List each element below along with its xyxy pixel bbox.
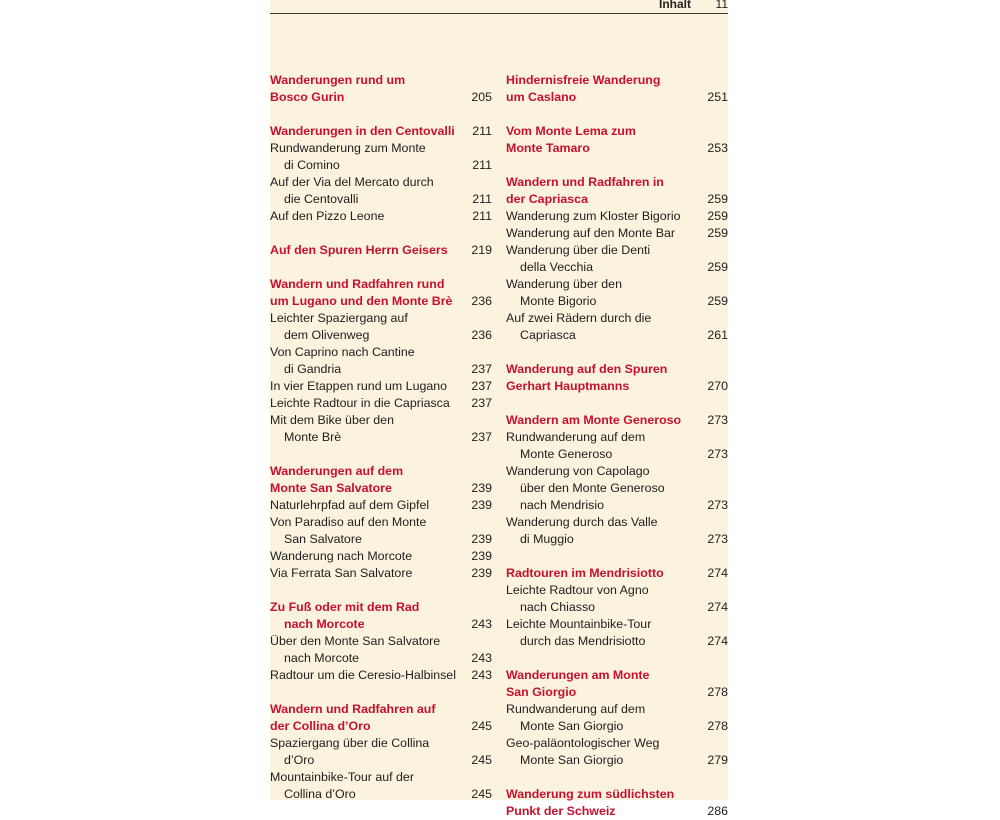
toc-entry-title: Wanderung nach Morcote [270,549,413,563]
toc-entry-title: Rundwanderung auf dem [506,430,646,444]
toc-entry [270,157,492,174]
toc-page-number: 211 [472,124,492,138]
toc-entry-title: di Muggio [520,532,574,546]
toc-entry-title: Wanderung auf den Monte Bar [506,226,675,240]
toc-page-number: 270 [707,379,728,393]
toc-entry-title: Via Ferrata San Salvatore [270,566,413,580]
toc-entry-title: Leichte Radtour in die Capriasca [270,396,450,410]
toc-page-number: 251 [707,90,728,104]
toc-entry-title: Wanderungen rund um [270,73,406,87]
toc-page-number: 243 [471,651,492,665]
toc-entry-title: um Lugano und den Monte Brè [270,294,453,308]
toc-entry-title: Collina d’Oro [284,787,356,801]
toc-entry-title: Mit dem Bike über den [270,413,394,427]
toc-entry-title: Auf den Spuren Herrn Geisers [270,243,448,257]
toc-entry [506,735,728,752]
header-title: Inhalt [659,0,691,11]
spacer [270,55,492,72]
toc-entry [270,497,492,514]
toc-entry [506,514,728,531]
toc-entry [270,548,492,565]
toc-page-number: 237 [471,430,492,444]
toc-entry [270,327,492,344]
toc-entry-title: Monte San Giorgio [520,719,624,733]
toc-entry-title: der Capriasca [506,192,588,206]
toc-page-number: 259 [707,226,728,240]
toc-entry-title: Von Caprino nach Cantine [270,345,415,359]
toc-page-number: 273 [707,447,728,461]
toc-section-heading [506,361,728,378]
toc-entry [270,361,492,378]
toc-section-heading [506,89,728,106]
toc-entry-title: Hindernisfreie Wanderung [506,73,661,87]
toc-page-number: 239 [471,532,492,546]
toc-entry-title: Auf den Pizzo Leone [270,209,385,223]
toc-entry [506,463,728,480]
toc-entry-title: Gerhart Hauptmanns [506,379,630,393]
toc-section-heading [506,803,728,820]
toc-page-number: 211 [472,209,492,223]
toc-entry [270,208,492,225]
toc-entry [270,633,492,650]
toc-entry [270,412,492,429]
toc-entry [506,480,728,497]
toc-section-heading [270,276,492,293]
toc-entry-title: Wanderung auf den Spuren [506,362,668,376]
toc-entry-title: Wanderungen am Monte [506,668,650,682]
toc-right-column [506,55,728,820]
toc-page-number: 205 [471,90,492,104]
toc-entry [270,344,492,361]
toc-entry [270,752,492,769]
toc-entry-title: nach Chiasso [520,600,596,614]
spacer [506,55,728,72]
toc-left-column [270,55,492,803]
toc-entry [506,242,728,259]
toc-entry-title: Wanderung über den [506,277,622,291]
toc-entry [506,497,728,514]
toc-section-heading [270,242,492,259]
toc-page-number: 243 [471,617,492,631]
toc-page-number: 274 [707,566,728,580]
toc-entry-title: Radtouren im Mendrisiotto [506,566,664,580]
toc-entry-title: Bosco Gurin [270,90,345,104]
toc-section-heading [270,123,492,140]
toc-entry-title: Monte San Giorgio [520,753,624,767]
toc-page-number: 261 [707,328,728,342]
toc-page-number: 211 [472,158,492,172]
running-header [270,0,728,14]
toc-entry [270,191,492,208]
toc-page-number: 274 [707,634,728,648]
toc-entry [506,446,728,463]
header-page-number: 11 [715,0,728,11]
toc-entry-title: San Salvatore [284,532,362,546]
toc-page-number: 279 [707,753,728,767]
toc-section-heading [270,599,492,616]
toc-entry-title: Von Paradiso auf den Monte [270,515,427,529]
toc-entry-title: Monte Tamaro [506,141,590,155]
toc-page-number: 259 [707,260,728,274]
toc-page-number: 236 [471,294,492,308]
toc-entry-title: Wandern und Radfahren auf [270,702,436,716]
toc-page-number: 239 [471,549,492,563]
toc-page-number: 237 [471,362,492,376]
toc-section-heading [270,701,492,718]
toc-entry [506,276,728,293]
toc-entry-title: Monte Generoso [520,447,613,461]
toc-entry-title: Leichter Spaziergang auf [270,311,408,325]
toc-entry [270,395,492,412]
toc-page-number: 245 [471,787,492,801]
toc-entry-title: Mountainbike-Tour auf der [270,770,414,784]
toc-section-heading [270,463,492,480]
toc-section-heading [506,174,728,191]
toc-entry-title: di Gandria [284,362,342,376]
toc-entry [270,174,492,191]
toc-section-heading [506,565,728,582]
toc-page-number: 274 [707,600,728,614]
toc-entry [506,327,728,344]
toc-entry-title: Wanderung von Capolago [506,464,650,478]
toc-entry-title: Leichte Mountainbike-Tour [506,617,652,631]
toc-entry-title: Leichte Radtour von Agno [506,583,649,597]
toc-entry [270,531,492,548]
toc-section-heading [270,72,492,89]
spacer [506,157,728,174]
toc-entry [506,531,728,548]
toc-page-number: 259 [707,294,728,308]
book-page [270,0,728,818]
toc-entry [270,378,492,395]
toc-page-number: 278 [707,719,728,733]
toc-entry-title: San Giorgio [506,685,577,699]
spacer [270,684,492,701]
toc-entry-title: Vom Monte Lema zum [506,124,636,138]
toc-page-number: 253 [707,141,728,155]
spacer [270,259,492,276]
toc-page-number: 259 [707,192,728,206]
spacer [506,650,728,667]
toc-entry [270,140,492,157]
toc-entry-title: della Vecchia [520,260,594,274]
toc-entry-title: durch das Mendrisiotto [520,634,646,648]
toc-page-number: 273 [707,532,728,546]
toc-entry [270,735,492,752]
toc-entry [270,786,492,803]
toc-page-number: 239 [471,498,492,512]
toc-entry-title: dem Olivenweg [284,328,370,342]
toc-entry-title: Naturlehrpfad auf dem Gipfel [270,498,430,512]
toc-entry [506,293,728,310]
toc-entry [270,310,492,327]
toc-entry-title: di Comino [284,158,340,172]
toc-section-heading [270,718,492,735]
toc-entry-title: Rundwanderung zum Monte [270,141,426,155]
toc-entry [506,633,728,650]
spacer [506,106,728,123]
toc-page-number: 239 [471,481,492,495]
toc-section-heading [506,72,728,89]
toc-page-number: 245 [471,719,492,733]
toc-entry [506,582,728,599]
toc-entry [506,429,728,446]
spacer [506,395,728,412]
toc-entry [270,769,492,786]
spacer [506,344,728,361]
toc-page-number: 219 [471,243,492,257]
spacer [270,106,492,123]
toc-page-number: 243 [471,668,492,682]
toc-page-number: 236 [471,328,492,342]
toc-page-number: 278 [707,685,728,699]
toc-entry-title: Wanderungen in den Centovalli [270,124,455,138]
toc-section-heading [270,89,492,106]
toc-entry-title: Wanderung zum südlichsten [506,787,675,801]
toc-entry [506,701,728,718]
toc-entry-title: Rundwanderung auf dem [506,702,646,716]
toc-entry-title: über den Monte Generoso [520,481,665,495]
toc-section-heading [506,123,728,140]
toc-section-heading [270,616,492,633]
toc-entry [270,650,492,667]
toc-entry [270,565,492,582]
toc-section-heading [506,191,728,208]
toc-page-number: 259 [707,209,728,223]
toc-entry-title: Wandern und Radfahren rund [270,277,445,291]
toc-page-number: 286 [707,804,728,818]
toc-entry-title: Wandern am Monte Generoso [506,413,682,427]
toc-entry [506,752,728,769]
toc-entry-title: Spaziergang über die Collina [270,736,430,750]
toc-entry-title: Auf der Via del Mercato durch [270,175,434,189]
spacer [270,446,492,463]
toc-entry [506,616,728,633]
toc-page-number: 237 [471,379,492,393]
toc-entry [506,718,728,735]
toc-section-heading [506,378,728,395]
toc-entry-title: Monte Bigorio [520,294,597,308]
toc-page-number: 273 [707,413,728,427]
toc-entry [270,514,492,531]
spacer [506,548,728,565]
toc-section-heading [506,412,728,429]
toc-entry-title: der Collina d’Oro [270,719,371,733]
toc-section-heading [270,480,492,497]
spacer [270,582,492,599]
toc-entry [506,208,728,225]
toc-entry [506,259,728,276]
toc-entry [506,225,728,242]
toc-section-heading [506,786,728,803]
toc-entry-title: Punkt der Schweiz [506,804,616,818]
toc-page-number: 237 [471,396,492,410]
toc-entry [270,429,492,446]
toc-section-heading [270,293,492,310]
toc-entry-title: d’Oro [284,753,315,767]
toc-entry-title: Wanderungen auf dem [270,464,404,478]
toc-entry [506,599,728,616]
toc-entry-title: Über den Monte San Salvatore [270,634,441,648]
toc-page-number: 245 [471,753,492,767]
toc-entry-title: Capriasca [520,328,576,342]
spacer [506,769,728,786]
toc-entry-title: die Centovalli [284,192,359,206]
toc-entry-title: Radtour um die Ceresio-Halbinsel [270,668,456,682]
toc-entry-title: Zu Fuß oder mit dem Rad [270,600,420,614]
toc-entry [506,310,728,327]
toc-section-heading [506,684,728,701]
toc-entry-title: In vier Etappen rund um Lugano [270,379,448,393]
toc-entry-title: nach Mendrisio [520,498,605,512]
toc-entry-title: um Caslano [506,90,577,104]
toc-entry-title: Monte San Salvatore [270,481,392,495]
toc-entry-title: Wandern und Radfahren in [506,175,664,189]
toc-entry-title: nach Morcote [284,617,365,631]
toc-entry-title: Monte Brè [284,430,342,444]
toc-page-number: 211 [472,192,492,206]
spacer [270,225,492,242]
toc-entry-title: Auf zwei Rädern durch die [506,311,652,325]
toc-entry-title: Wanderung zum Kloster Bigorio [506,209,681,223]
toc-section-heading [506,140,728,157]
toc-entry [270,667,492,684]
toc-entry-title: nach Morcote [284,651,360,665]
toc-page-number: 273 [707,498,728,512]
toc-entry-title: Wanderung über die Denti [506,243,651,257]
toc-entry-title: Wanderung durch das Valle [506,515,658,529]
toc-entry-title: Geo-paläontologischer Weg [506,736,660,750]
toc-page-number: 239 [471,566,492,580]
toc-section-heading [506,667,728,684]
